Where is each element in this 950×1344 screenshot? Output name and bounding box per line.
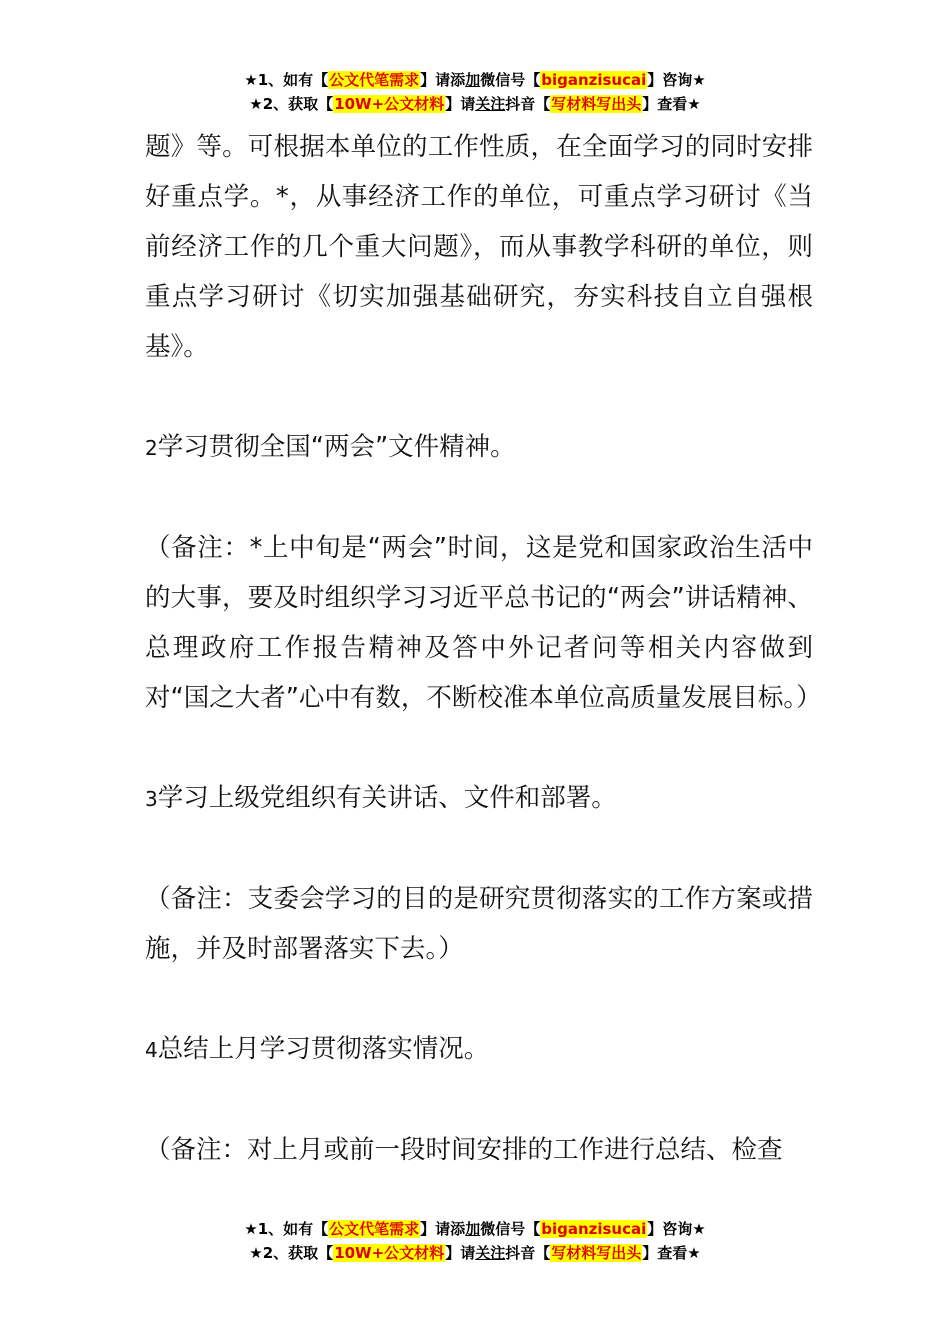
banner-line-2	[0, 92, 950, 116]
list-item-3	[145, 773, 813, 824]
item-text: 总结上月学习贯彻落实情况。	[157, 1034, 490, 1064]
spacer	[145, 723, 813, 773]
highlight-materials: 10W+公文材料	[334, 95, 445, 113]
item-text: 学习贯彻全国“两会”文件精神。	[157, 432, 516, 462]
banner-emphasis: 加	[465, 1220, 481, 1238]
item-text: 学习上级党组织有关讲话、文件和部署。	[157, 783, 617, 813]
banner-text: 】咨询★	[647, 71, 706, 89]
banner-text: ★1、如有【	[244, 1220, 329, 1238]
banner-text: 】咨询★	[647, 1220, 706, 1238]
banner-text: 】请	[445, 95, 476, 113]
banner-emphasis: 加	[465, 71, 481, 89]
banner-line-2	[0, 1241, 950, 1265]
banner-text: ★2、获取【	[249, 1244, 334, 1262]
highlight-materials: 10W+公文材料	[334, 1244, 445, 1262]
highlight-wechat-id: biganzisucai	[541, 1220, 647, 1238]
highlight-douyin: 写材料写出头	[551, 95, 642, 113]
spacer	[145, 824, 813, 874]
spacer	[145, 1075, 813, 1125]
banner-text: 抖音【	[505, 95, 551, 113]
spacer	[145, 473, 813, 523]
highlight-ghostwriting: 公文代笔需求	[329, 71, 420, 89]
item-number: 3	[145, 787, 158, 811]
paragraph-1: 题》等。可根据本单位的工作性质，在全面学习的同时安排好重点学。*，从事经济工作的单位，可重点学习研讨《当前经济工作的几个重大问题》，而从事教学科研的单位，则重点学习研讨《切实加强基础研究，夯实科技自立自强根基》。	[145, 132, 813, 362]
banner-text: 】查看★	[642, 1244, 701, 1262]
banner-text: 】请添	[420, 71, 466, 89]
footer-banner	[0, 1217, 950, 1265]
banner-emphasis: 关注	[475, 95, 506, 113]
item-number: 4	[145, 1038, 158, 1062]
banner-text: 抖音【	[505, 1244, 551, 1262]
document-body	[145, 122, 822, 1175]
highlight-douyin: 写材料写出头	[551, 1244, 642, 1262]
banner-line-1	[0, 68, 950, 92]
banner-text: ★2、获取【	[249, 95, 334, 113]
list-item-2	[145, 422, 813, 473]
banner-line-1	[0, 1217, 950, 1241]
note-3: （备注：支委会学习的目的是研究贯彻落实的工作方案或措施，并及时部署落实下去。）	[145, 884, 813, 964]
banner-text: 】请	[445, 1244, 476, 1262]
header-banner	[0, 68, 950, 116]
spacer	[145, 372, 813, 422]
list-item-4	[145, 1024, 813, 1075]
note-2: （备注：*上中旬是“两会”时间，这是党和国家政治生活中的大事，要及时组织学习习近平总书记的“两会”讲话精神、总理政府工作报告精神及答中外记者问等相关内容做到对“国之大者”心中有数，不断校准本单位高质量发展目标。）	[145, 533, 822, 713]
spacer	[145, 974, 813, 1024]
highlight-wechat-id: biganzisucai	[541, 71, 647, 89]
banner-text: ★1、如有【	[244, 71, 329, 89]
banner-text: 微信号【	[480, 1220, 541, 1238]
banner-text: 微信号【	[480, 71, 541, 89]
banner-text: 】查看★	[642, 95, 701, 113]
banner-emphasis: 关注	[475, 1244, 506, 1262]
highlight-ghostwriting: 公文代笔需求	[329, 1220, 420, 1238]
note-4: （备注：对上月或前一段时间安排的工作进行总结、检查	[145, 1135, 783, 1165]
banner-text: 】请添	[420, 1220, 466, 1238]
item-number: 2	[145, 436, 158, 460]
